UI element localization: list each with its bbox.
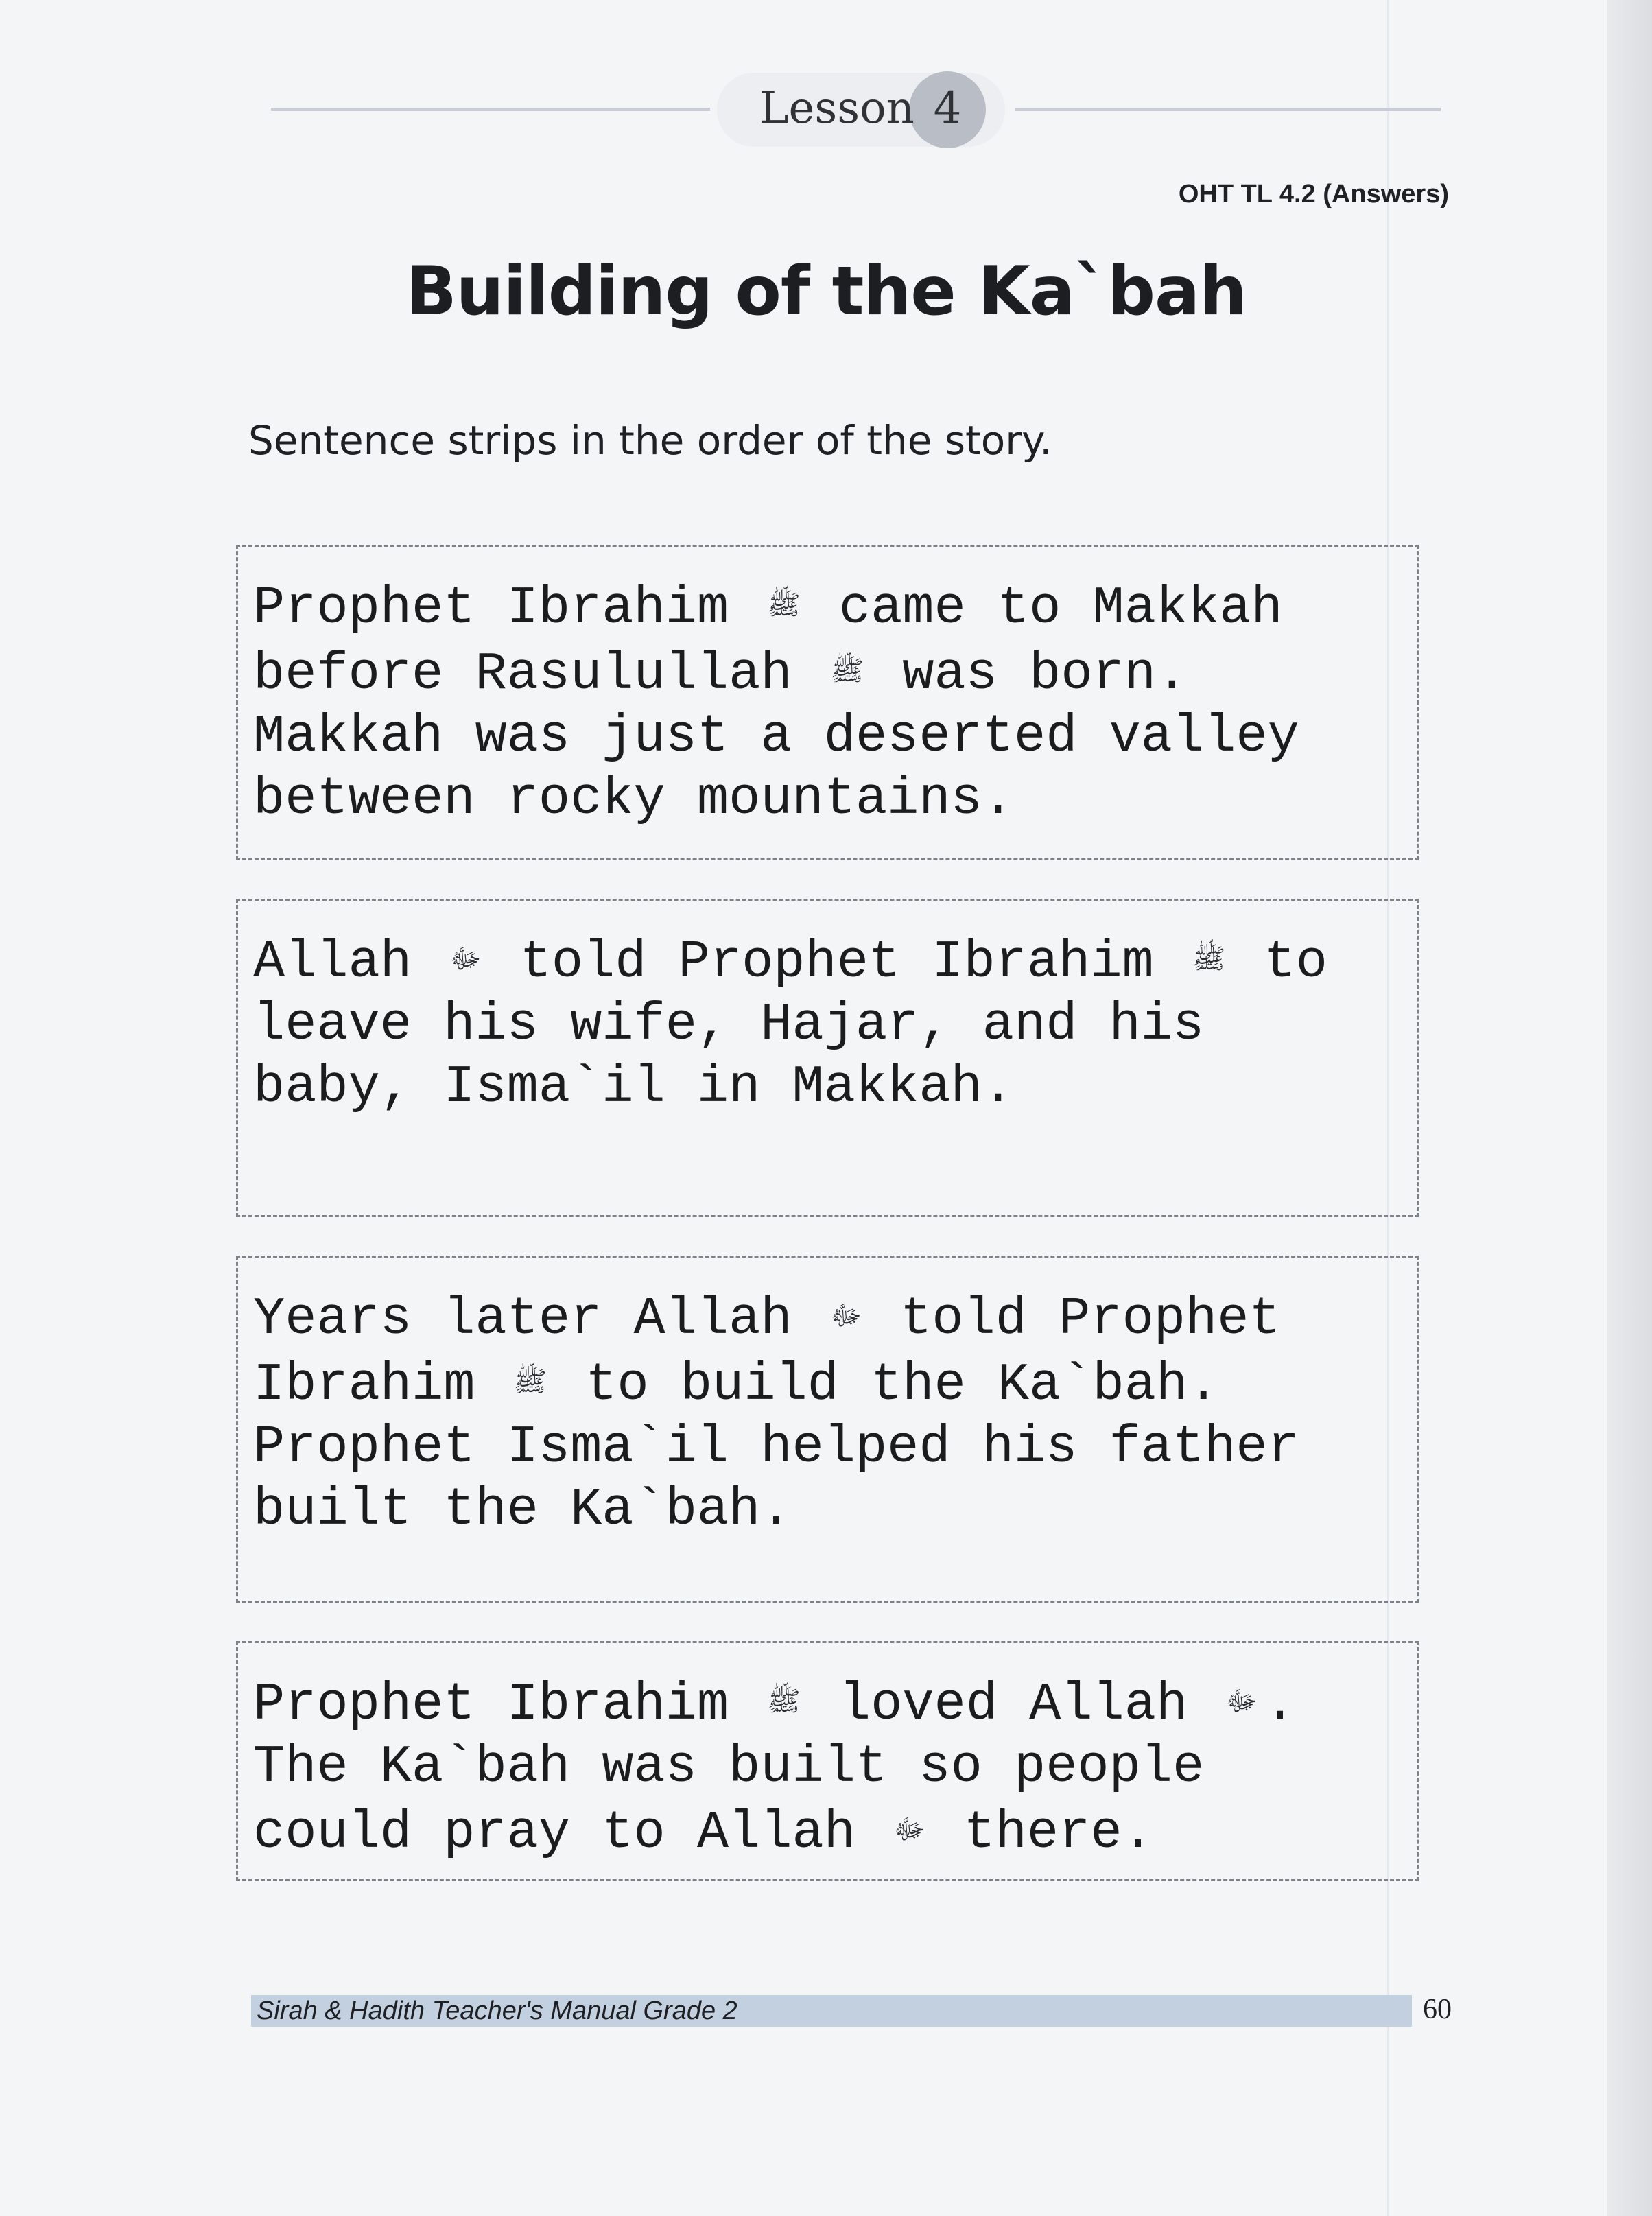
honorific-glyph: ﷻ bbox=[830, 1300, 862, 1332]
honorific-glyph: ﷺ bbox=[830, 655, 864, 687]
strip-line-text: Prophet Ibrahim bbox=[253, 1675, 761, 1735]
strip-text bbox=[253, 1285, 1404, 1542]
strip-line-text: told Prophet bbox=[868, 1290, 1281, 1349]
strip-line-text: built the Ka`bah. bbox=[253, 1481, 792, 1540]
honorific-glyph: ﷺ bbox=[767, 589, 801, 621]
strip-text bbox=[253, 574, 1404, 831]
sentence-strip-3 bbox=[236, 1256, 1419, 1603]
strip-line-text: Makkah was just a deserted valley bbox=[253, 707, 1299, 767]
header-rule-right bbox=[1015, 108, 1441, 111]
strip-line-text: Prophet Isma`il helped his father bbox=[253, 1418, 1299, 1478]
strip-line-text: The Ka`bah was built so people bbox=[253, 1738, 1205, 1797]
lesson-number: 4 bbox=[933, 83, 962, 134]
oht-label: OHT TL 4.2 (Answers) bbox=[1178, 180, 1449, 209]
lesson-label: Lesson bbox=[759, 83, 914, 134]
strip-line-text: there. bbox=[932, 1804, 1154, 1863]
strip-line-text: leave his wife, Hajar, and his bbox=[253, 995, 1205, 1055]
strip-text bbox=[253, 928, 1404, 1119]
honorific-glyph: ﷺ bbox=[1192, 943, 1226, 975]
strip-line-text: Prophet Ibrahim bbox=[253, 579, 761, 639]
strip-line-text: Ibrahim bbox=[253, 1356, 507, 1415]
honorific-glyph: ﷺ bbox=[513, 1366, 547, 1398]
honorific-glyph: ﷻ bbox=[450, 943, 482, 975]
strip-line-text: Allah bbox=[253, 933, 444, 993]
sentence-strip-4 bbox=[236, 1641, 1419, 1881]
lesson-header bbox=[271, 69, 1444, 151]
strip-line-text: to bbox=[1232, 933, 1328, 993]
honorific-glyph: ﷻ bbox=[1226, 1686, 1258, 1717]
strip-line-text: Years later Allah bbox=[253, 1290, 824, 1349]
page-edge-shadow bbox=[1607, 0, 1652, 2216]
strip-line-text: loved Allah bbox=[807, 1675, 1220, 1735]
strip-line-text: to build the Ka`bah. bbox=[554, 1356, 1220, 1415]
footer-book-title: Sirah & Hadith Teacher's Manual Grade 2 bbox=[257, 1996, 738, 2025]
sentence-strip-2 bbox=[236, 899, 1419, 1217]
instructions: Sentence strips in the order of the story. bbox=[248, 417, 1052, 464]
strip-line-text: could pray to Allah bbox=[253, 1804, 888, 1863]
header-rule-left bbox=[271, 108, 710, 111]
page-number: 60 bbox=[1423, 1994, 1452, 2025]
page-title: Building of the Ka`bah bbox=[405, 252, 1247, 331]
strip-line-text: was born. bbox=[871, 645, 1188, 705]
strip-line-text: . bbox=[1264, 1675, 1296, 1735]
honorific-glyph: ﷺ bbox=[767, 1686, 801, 1717]
strip-line-text: told Prophet Ibrahim bbox=[488, 933, 1185, 993]
strip-line-text: came to Makkah bbox=[807, 579, 1283, 639]
honorific-glyph: ﷻ bbox=[894, 1814, 925, 1846]
strip-line-text: before Rasulullah bbox=[253, 645, 824, 705]
strip-text bbox=[253, 1671, 1404, 1865]
strip-line-text: baby, Isma`il in Makkah. bbox=[253, 1058, 1014, 1118]
strip-line-text: between rocky mountains. bbox=[253, 770, 1014, 829]
sentence-strip-1 bbox=[236, 545, 1419, 860]
